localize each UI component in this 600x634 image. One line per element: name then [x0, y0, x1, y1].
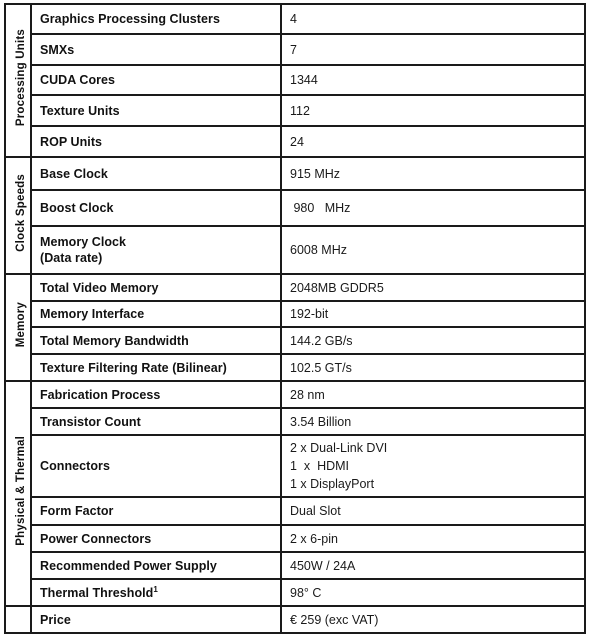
- spec-value-line: 2 x Dual-Link DVI: [290, 440, 388, 455]
- table-row: [5, 497, 585, 525]
- spec-value-cell: [281, 274, 585, 301]
- spec-label-cell: [31, 381, 281, 408]
- spec-value-line: 1 x HDMI: [290, 458, 350, 473]
- spec-label-cell: [31, 34, 281, 65]
- spec-value-text: 4: [290, 12, 297, 26]
- spec-value-text: 28 nm: [290, 387, 325, 402]
- spec-label-cell: [31, 4, 281, 34]
- spec-value-text: 3.54 Billion: [290, 414, 352, 429]
- spec-value-text: 450W / 24A: [290, 558, 356, 573]
- group-label: Processing Units: [15, 29, 28, 127]
- table-row: [5, 226, 585, 274]
- spec-value-text: 1344: [290, 73, 318, 87]
- spec-label-cell: [31, 497, 281, 525]
- spec-value-cell: [281, 327, 585, 354]
- spec-label-cell: [31, 65, 281, 95]
- spec-value-text: 7: [290, 42, 297, 57]
- spec-value-cell: [281, 34, 585, 65]
- table-row: [5, 435, 585, 497]
- spec-label-text: Texture Units: [40, 103, 120, 118]
- spec-value-text: 915 MHz: [290, 166, 341, 181]
- spec-value-text: 112: [290, 103, 310, 118]
- spec-label-cell: [31, 327, 281, 354]
- table-row: [5, 190, 585, 226]
- spec-label-cell: [31, 552, 281, 579]
- spec-label-text: SMXs: [40, 42, 75, 57]
- spec-label-text: CUDA Cores: [40, 73, 116, 87]
- spec-value-cell: [281, 381, 585, 408]
- gpu-specifications-table: [4, 3, 586, 634]
- spec-label-cell: [31, 301, 281, 327]
- group-header-cell: [5, 381, 31, 606]
- spec-value-cell: [281, 226, 585, 274]
- spec-label-text: Connectors: [40, 459, 110, 473]
- spec-value-cell: [281, 497, 585, 525]
- spec-value-line: 1 x DisplayPort: [290, 477, 375, 492]
- group-header-cell: [5, 157, 31, 274]
- spec-label-cell: [31, 126, 281, 157]
- table-row: [5, 274, 585, 301]
- table-row: [5, 4, 585, 34]
- spec-label-text: Total Memory Bandwidth: [40, 333, 189, 348]
- spec-label-cell: [31, 274, 281, 301]
- table-row: [5, 34, 585, 65]
- spec-value-cell: [281, 157, 585, 190]
- spec-value-cell: [281, 126, 585, 157]
- table-row: [5, 525, 585, 552]
- spec-value-cell: [281, 408, 585, 435]
- table-row: [5, 579, 585, 606]
- spec-label-text: Base Clock: [40, 166, 108, 181]
- group-label: Memory: [15, 302, 28, 348]
- table-row: [5, 552, 585, 579]
- spec-value-cell: [281, 65, 585, 95]
- table-row: [5, 354, 585, 381]
- spec-label-text: Price: [40, 612, 71, 627]
- spec-value-text: 102.5 GT/s: [290, 360, 352, 375]
- table-row: [5, 381, 585, 408]
- spec-label-text: Graphics Processing Clusters: [40, 12, 220, 26]
- spec-label-cell: [31, 525, 281, 552]
- spec-label-cell: [31, 408, 281, 435]
- table-body: [5, 4, 585, 633]
- spec-label-cell: [31, 157, 281, 190]
- spec-label-text: ROP Units: [40, 134, 103, 149]
- spec-value-cell: [281, 95, 585, 126]
- table-row: [5, 126, 585, 157]
- spec-label-text: Form Factor: [40, 504, 114, 518]
- spec-value-cell: [281, 301, 585, 327]
- spec-label-text: Total Video Memory: [40, 280, 159, 295]
- spec-value-cell: [281, 579, 585, 606]
- spec-label-text: Memory Interface: [40, 307, 145, 321]
- spec-label-text: Texture Filtering Rate (Bilinear): [40, 360, 227, 375]
- spec-label-text: Boost Clock: [40, 201, 114, 215]
- spec-label-text: Fabrication Process: [40, 387, 161, 402]
- spec-label-text: Transistor Count: [40, 414, 141, 429]
- spec-label-text: Memory Clock: [40, 235, 127, 249]
- table-row: [5, 157, 585, 190]
- spec-value-cell: [281, 552, 585, 579]
- spec-value-text: 144.2 GB/s: [290, 333, 353, 348]
- table-row: [5, 327, 585, 354]
- spec-value-text: 2 x 6-pin: [290, 531, 338, 546]
- spec-value-text: € 259 (exc VAT): [290, 612, 379, 627]
- table-row: [5, 95, 585, 126]
- spec-label-cell: [31, 354, 281, 381]
- group-header-cell: [5, 4, 31, 157]
- spec-value-text: 980 MHz: [290, 201, 351, 215]
- spec-label-subtext: (Data rate): [40, 251, 103, 265]
- spec-value-text: 98° C: [290, 585, 322, 600]
- group-label: Clock Speeds: [15, 174, 28, 252]
- spec-value-cell: [281, 525, 585, 552]
- footnote-marker: 1: [153, 584, 158, 594]
- spec-label-cell: [31, 226, 281, 274]
- spec-label-text: Thermal Threshold: [40, 586, 154, 601]
- spec-value-cell: [281, 190, 585, 226]
- spec-value-cell: [281, 4, 585, 34]
- group-label: Physical & Thermal: [15, 436, 28, 546]
- spec-value-text: 192-bit: [290, 307, 329, 321]
- table-row: [5, 65, 585, 95]
- spec-label-cell: [31, 435, 281, 497]
- group-header-cell: [5, 274, 31, 381]
- table-row: [5, 408, 585, 435]
- spec-label-cell: [31, 579, 281, 606]
- spec-value-text: Dual Slot: [290, 504, 341, 518]
- spec-value-text: 24: [290, 134, 304, 149]
- spec-value-cell: [281, 354, 585, 381]
- spec-value-cell: [281, 435, 585, 497]
- spec-label-text: Recommended Power Supply: [40, 558, 217, 573]
- spec-label-text: Power Connectors: [40, 531, 152, 546]
- spec-value-text: 6008 MHz: [290, 243, 347, 257]
- spec-label-cell: [31, 95, 281, 126]
- table-row: [5, 301, 585, 327]
- spec-label-cell: [31, 190, 281, 226]
- spec-value-text: 2048MB GDDR5: [290, 280, 384, 295]
